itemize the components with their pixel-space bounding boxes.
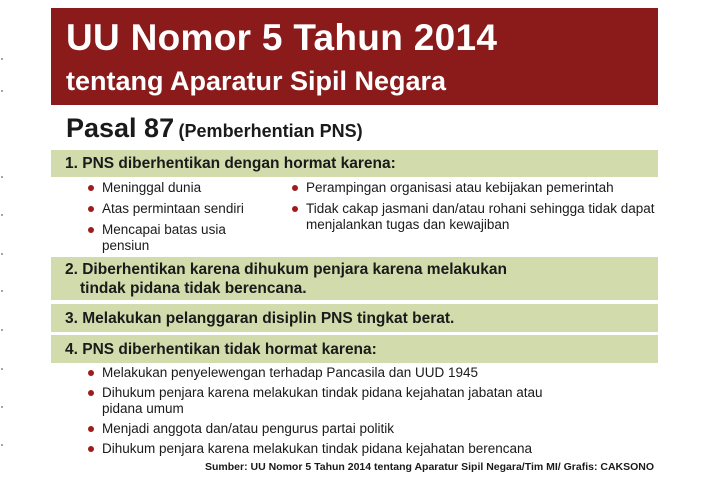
list-item bbox=[86, 441, 646, 457]
infographic-subtitle: tentang Aparatur Sipil Negara bbox=[66, 66, 447, 96]
pasal-number: Pasal 87 bbox=[66, 113, 175, 143]
section-2-heading-line-2: tindak pidana tidak berencana. bbox=[80, 280, 307, 297]
bullet-icon bbox=[88, 185, 94, 191]
bullet-icon bbox=[292, 185, 298, 191]
list-item-text: Menjadi anggota dan/atau pengurus partai politik bbox=[102, 421, 394, 436]
section-1-right-list bbox=[290, 180, 660, 238]
section-2-heading bbox=[51, 257, 658, 300]
list-item bbox=[86, 385, 557, 417]
section-2-heading-line-1: 2. Diberhentikan karena dihukum penjara karena melakukan bbox=[65, 261, 507, 278]
bullet-icon bbox=[88, 390, 94, 396]
bullet-icon bbox=[88, 426, 94, 432]
bullet-icon bbox=[292, 206, 298, 212]
bullet-icon bbox=[88, 446, 94, 452]
list-item bbox=[86, 222, 276, 254]
list-item bbox=[86, 180, 276, 196]
list-item-text: Dihukum penjara karena melakukan tindak pidana kejahatan berencana bbox=[102, 441, 533, 456]
section-1-left-list bbox=[86, 180, 276, 259]
section-3-heading: 3. Melakukan pelanggaran disiplin PNS tingkat berat. bbox=[51, 304, 658, 332]
pasal-topic: (Pemberhentian PNS) bbox=[178, 121, 363, 141]
source-credit: Sumber: UU Nomor 5 Tahun 2014 tentang Aparatur Sipil Negara/Tim MI/ Grafis: CAKSONO bbox=[205, 461, 655, 473]
list-item bbox=[290, 201, 660, 233]
list-item-text: Tidak cakap jasmani dan/atau rohani sehingga tidak dapat menjalankan tugas dan kewajiban bbox=[306, 201, 655, 232]
bullet-icon bbox=[88, 206, 94, 212]
infographic-title: UU Nomor 5 Tahun 2014 bbox=[66, 17, 498, 58]
section-4-list bbox=[86, 365, 646, 461]
bullet-icon bbox=[88, 370, 94, 376]
list-item-text: Melakukan penyelewengan terhadap Pancasila dan UUD 1945 bbox=[102, 365, 479, 380]
bullet-icon bbox=[88, 227, 94, 233]
list-item-text: Dihukum penjara karena melakukan tindak pidana kejahatan jabatan atau pidana umum bbox=[102, 385, 543, 416]
section-1-heading: 1. PNS diberhentikan dengan hormat karena: bbox=[51, 150, 658, 177]
list-item-text: Perampingan organisasi atau kebijakan pemerintah bbox=[306, 180, 614, 195]
list-item bbox=[290, 180, 660, 196]
list-item-text: Meninggal dunia bbox=[102, 180, 202, 195]
list-item bbox=[86, 365, 646, 381]
pasal-heading bbox=[66, 111, 363, 150]
list-item-text: Atas permintaan sendiri bbox=[102, 201, 244, 216]
list-item-text: Mencapai batas usia pensiun bbox=[102, 222, 226, 253]
list-item bbox=[86, 201, 276, 217]
list-item bbox=[86, 421, 646, 437]
section-4-heading: 4. PNS diberhentikan tidak hormat karena: bbox=[51, 335, 658, 363]
page-edge-dots bbox=[0, 0, 4, 480]
title-banner bbox=[51, 8, 658, 105]
